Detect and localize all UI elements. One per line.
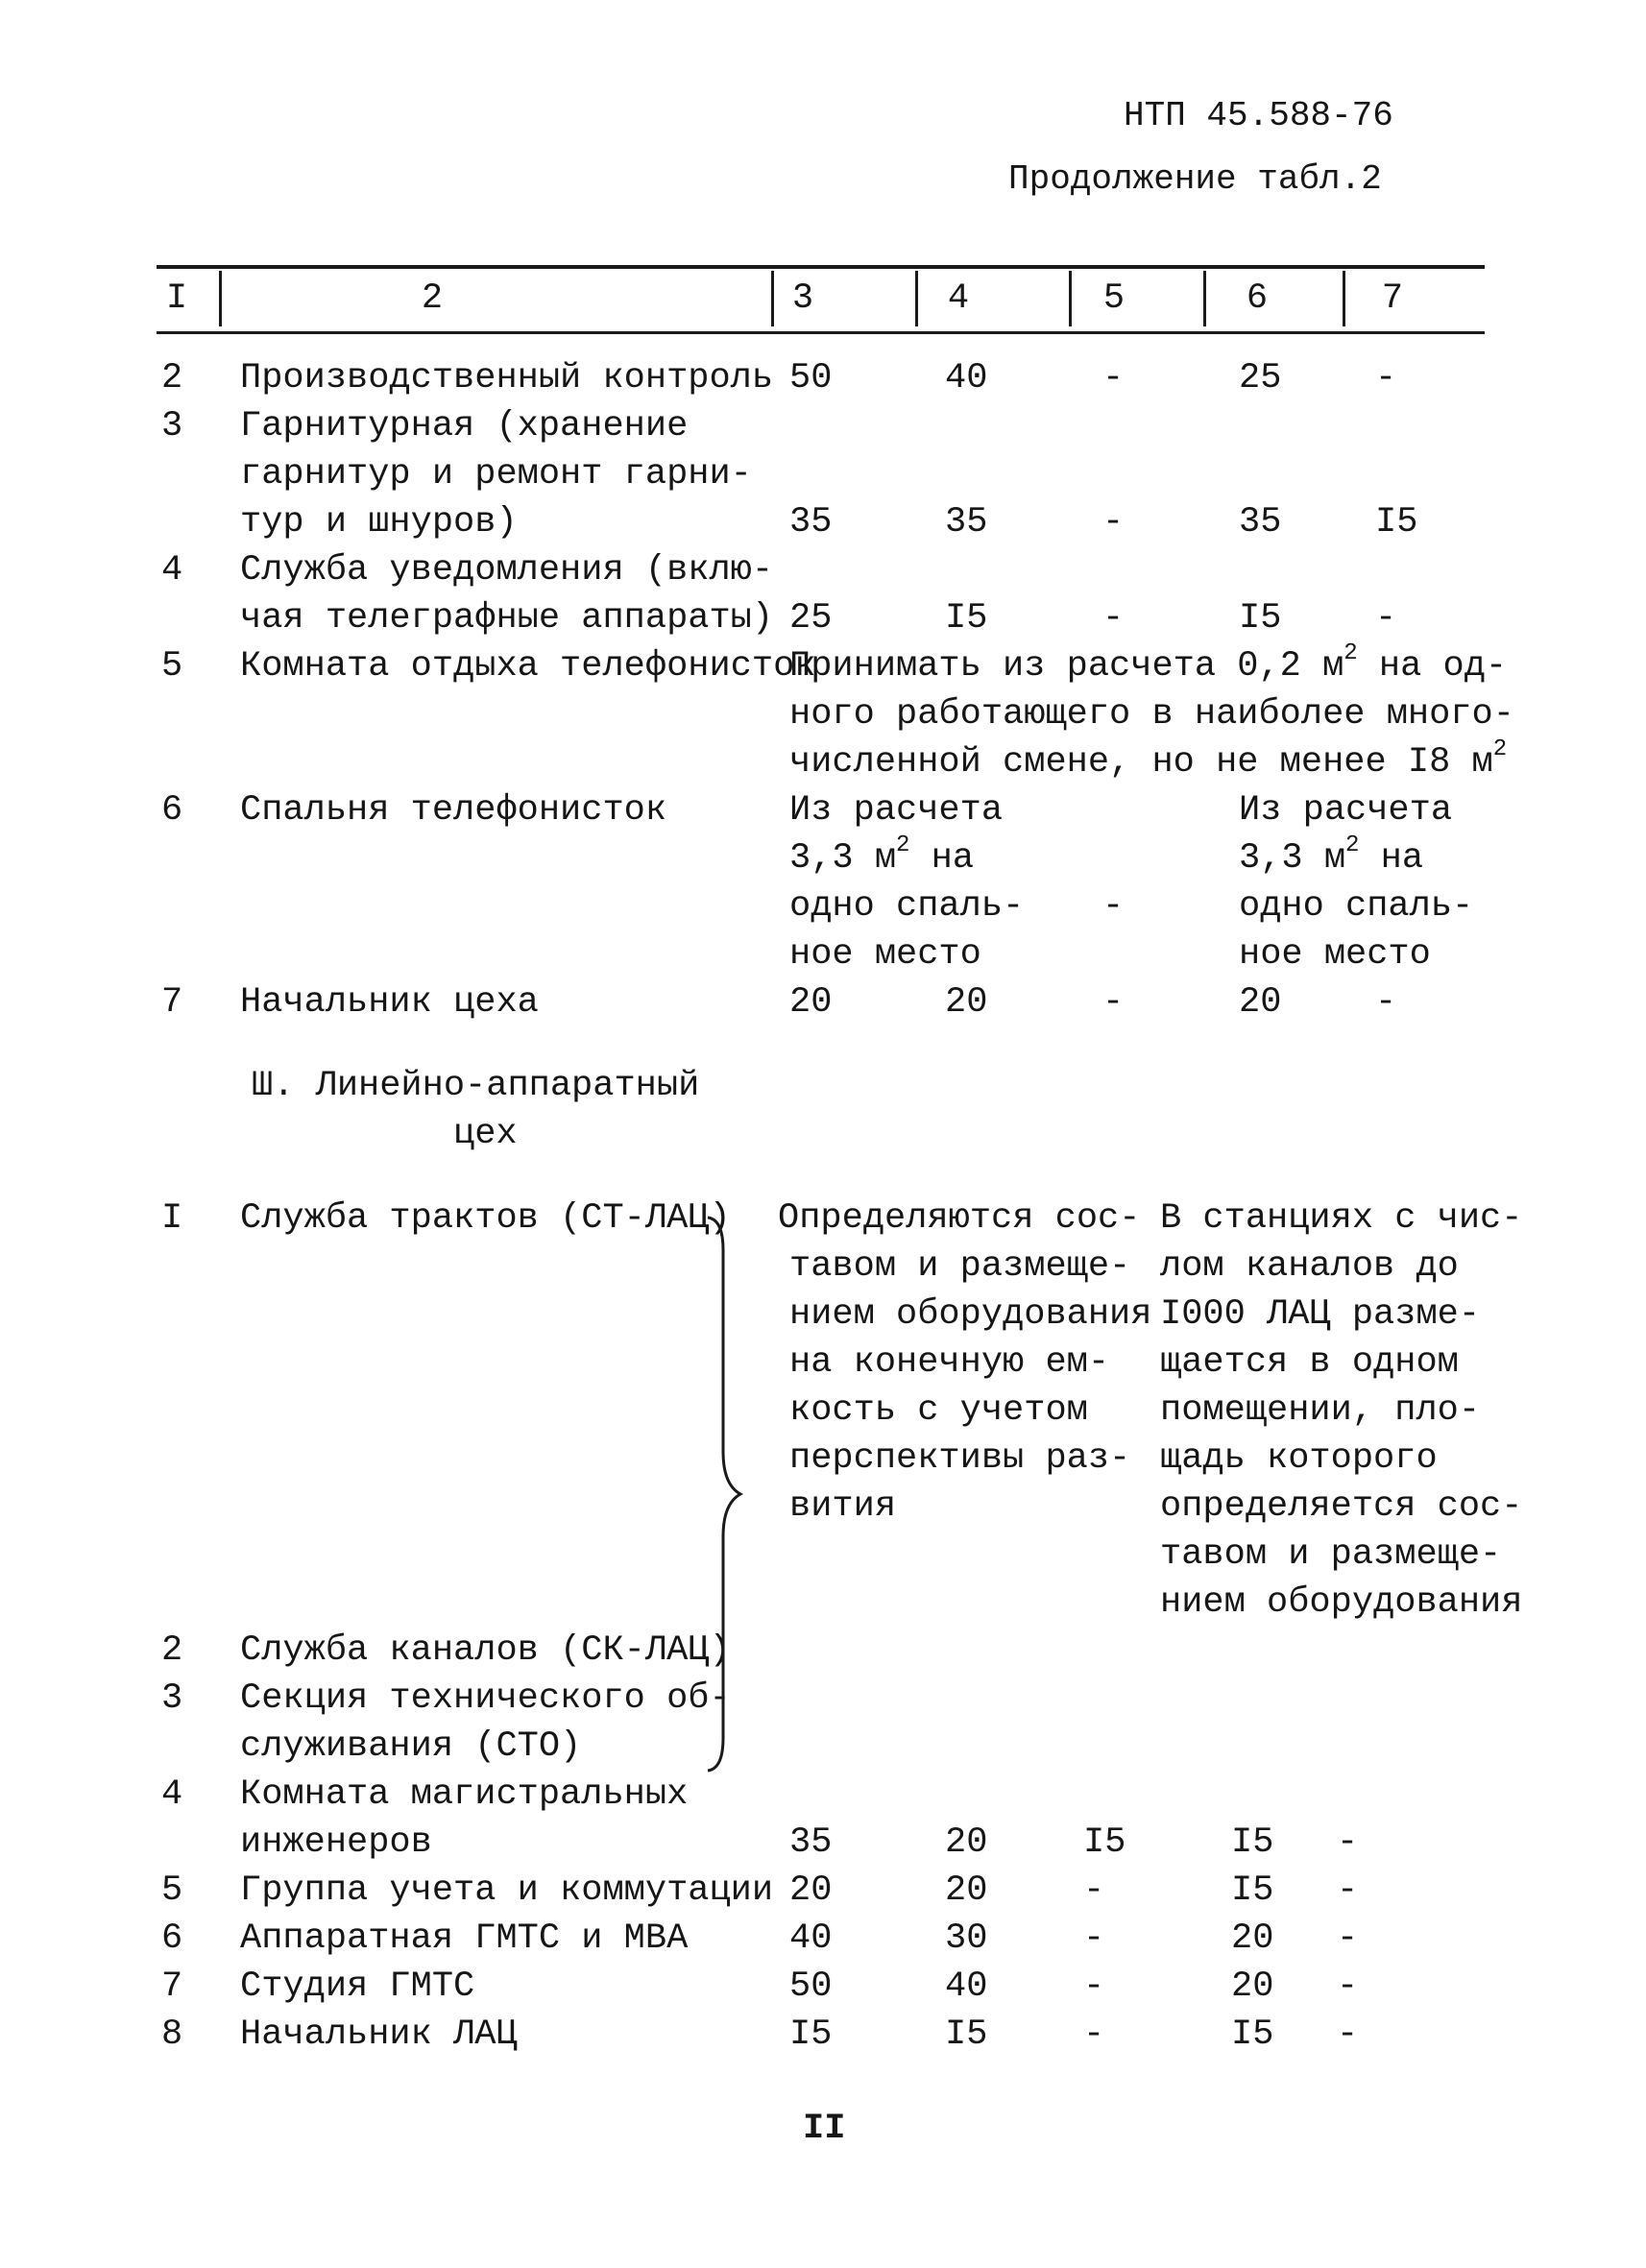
cell-value: 35 <box>1239 502 1282 543</box>
column-header: 5 <box>1102 278 1126 319</box>
cell-value: 20 <box>1239 982 1282 1023</box>
group-note-b-line: определяется сос- <box>1160 1486 1523 1527</box>
row6-note-line: Из расчета <box>789 790 1004 831</box>
row-number: 3 <box>161 1678 183 1719</box>
cell-value: - <box>1375 598 1397 639</box>
section-title: Ш. Линейно-аппаратный <box>252 1066 700 1106</box>
cell-value: I5 <box>1083 1822 1126 1863</box>
row-label: Служба каналов (СК-ЛАЦ) <box>240 1630 731 1671</box>
group-note-b-line: тавом и размеще- <box>1160 1534 1502 1575</box>
grouping-brace <box>706 1212 754 1776</box>
document-code: НТП 45.588-76 <box>1124 96 1393 135</box>
group-note-b-line: I000 ЛАЦ разме- <box>1160 1294 1481 1335</box>
cell-value: I5 <box>1239 598 1282 639</box>
row-number: 5 <box>161 1870 183 1911</box>
cell-value: I5 <box>1375 502 1418 543</box>
column-divider <box>915 271 918 326</box>
cell-value: - <box>1375 982 1397 1023</box>
cell-value: 20 <box>1231 1918 1274 1959</box>
row5-note-line: Принимать из расчета 0,2 $м^2$ на од- <box>789 639 1508 687</box>
row-number: 6 <box>161 1918 183 1959</box>
cell-value: - <box>1375 358 1397 398</box>
cell-value: 20 <box>945 1822 988 1863</box>
column-header: 4 <box>947 278 970 319</box>
row-label: чая телеграфные аппараты) <box>240 598 774 639</box>
cell-value: 50 <box>789 358 833 398</box>
cell-value: - <box>1337 1966 1359 2007</box>
group-note-b-line: В станциях с чис- <box>1160 1198 1523 1239</box>
group-note-b-line: щадь которого <box>1160 1438 1438 1479</box>
group-note-a-line: тавом и размеще- <box>789 1246 1131 1287</box>
cell-value: 20 <box>945 982 988 1023</box>
row-number: 2 <box>161 1630 183 1671</box>
row-label: Производственный контроль <box>240 358 774 398</box>
row-label: Начальник ЛАЦ <box>240 2015 518 2055</box>
row-label: Комната магистральных <box>240 1774 689 1815</box>
row-label: инженеров <box>240 1822 432 1863</box>
group-note-b-line: нием оборудования <box>1160 1582 1523 1623</box>
cell-value: 35 <box>789 502 833 543</box>
table-header-rule <box>157 331 1485 334</box>
row6-note-line: ное место <box>789 934 981 975</box>
row6-note-line: одно спаль- <box>1239 886 1474 927</box>
row-label: Комната отдыха телефонисток <box>240 646 816 687</box>
table-continuation-label: Продолжение табл.2 <box>1008 159 1382 199</box>
cell-value: I5 <box>1231 2015 1274 2055</box>
cell-value: I5 <box>1231 1870 1274 1911</box>
row-label: Студия ГМТС <box>240 1966 475 2007</box>
cell-value: - <box>1337 1822 1359 1863</box>
column-header: 7 <box>1381 278 1404 319</box>
cell-value: I5 <box>1231 1822 1274 1863</box>
row-number: 7 <box>161 1966 183 2007</box>
cell-value: 25 <box>1239 358 1282 398</box>
cell-value: I5 <box>945 598 988 639</box>
row-label: Группа учета и коммутации <box>240 1870 774 1911</box>
row-number: 8 <box>161 2015 183 2055</box>
group-note-a-line: перспективы раз- <box>789 1438 1131 1479</box>
cell-value: 35 <box>789 1822 833 1863</box>
cell-value: - <box>1102 982 1125 1023</box>
row6-note-line: 3,3 $м^2$ на <box>789 832 975 879</box>
cell-value: - <box>1083 1966 1105 2007</box>
cell-value: 35 <box>945 502 988 543</box>
row-number: 6 <box>161 790 183 831</box>
row6-note-line: одно спаль- <box>789 886 1025 927</box>
row5-note-line: численной смене, но не менее I8 $м^2$ <box>789 736 1508 783</box>
group-note-b-line: лом каналов до <box>1160 1246 1459 1287</box>
group-note-b-line: помещении, пло- <box>1160 1390 1481 1431</box>
column-header: I <box>165 278 188 319</box>
row-number: 2 <box>161 358 183 398</box>
row-number: 7 <box>161 982 183 1023</box>
cell-value: 50 <box>789 1966 833 2007</box>
cell-value: - <box>1102 358 1125 398</box>
row-label: служивания (СТО) <box>240 1726 582 1767</box>
page-number: II <box>803 2109 846 2149</box>
row-label: Служба трактов (СТ-ЛАЦ) <box>240 1198 731 1239</box>
row-label: Гарнитурная (хранение <box>240 406 689 446</box>
group-note-a-line: кость с учетом <box>789 1390 1088 1431</box>
cell-value: 30 <box>945 1918 988 1959</box>
cell-value: - <box>1337 1918 1359 1959</box>
cell-value: 20 <box>789 982 833 1023</box>
row-label: Секция технического об- <box>240 1678 731 1719</box>
cell-value: - <box>1102 886 1125 927</box>
cell-value: - <box>1083 2015 1105 2055</box>
cell-value: 20 <box>1231 1966 1274 2007</box>
cell-value: - <box>1102 502 1125 543</box>
section-title: цех <box>453 1114 518 1154</box>
row-label: Спальня телефонисток <box>240 790 667 831</box>
cell-value: I5 <box>945 2015 988 2055</box>
cell-value: - <box>1337 1870 1359 1911</box>
row6-note-line: 3,3 $м^2$ на <box>1239 832 1424 879</box>
column-header: 3 <box>791 278 814 319</box>
row6-note-line: ное место <box>1239 934 1431 975</box>
row-label: Начальник цеха <box>240 982 539 1023</box>
column-divider <box>219 271 222 326</box>
column-divider <box>1343 271 1345 326</box>
row-label: Служба уведомления (вклю- <box>240 550 774 591</box>
column-header: 6 <box>1246 278 1269 319</box>
group-note-a-line: вития <box>789 1486 897 1527</box>
row-label: тур и шнуров) <box>240 502 518 543</box>
row-label: Аппаратная ГМТС и МВА <box>240 1918 689 1959</box>
column-divider <box>1203 271 1206 326</box>
row-label: гарнитур и ремонт гарни- <box>240 454 752 495</box>
column-header: 2 <box>421 278 444 319</box>
row5-note-line: ного работающего в наиболее много- <box>789 694 1514 735</box>
cell-value: - <box>1083 1918 1105 1959</box>
cell-value: - <box>1337 2015 1359 2055</box>
group-note-a-line: нием оборудования <box>789 1294 1152 1335</box>
table-top-rule <box>157 265 1485 269</box>
row-number: 5 <box>161 646 183 687</box>
cell-value: 40 <box>789 1918 833 1959</box>
column-divider <box>1069 271 1072 326</box>
row-number: I <box>161 1198 183 1239</box>
cell-value: 20 <box>945 1870 988 1911</box>
row-number: 3 <box>161 406 183 446</box>
cell-value: - <box>1102 598 1125 639</box>
cell-value: 20 <box>789 1870 833 1911</box>
group-note-b-line: щается в одном <box>1160 1342 1459 1383</box>
cell-value: - <box>1083 1870 1105 1911</box>
group-note-a-line: Определяются сос- <box>778 1198 1141 1239</box>
row6-note-line: Из расчета <box>1239 790 1453 831</box>
group-note-a-line: на конечную ем- <box>789 1342 1110 1383</box>
row-number: 4 <box>161 1774 183 1815</box>
cell-value: 25 <box>789 598 833 639</box>
row-number: 4 <box>161 550 183 591</box>
cell-value: 40 <box>945 358 988 398</box>
cell-value: 40 <box>945 1966 988 2007</box>
cell-value: I5 <box>789 2015 833 2055</box>
